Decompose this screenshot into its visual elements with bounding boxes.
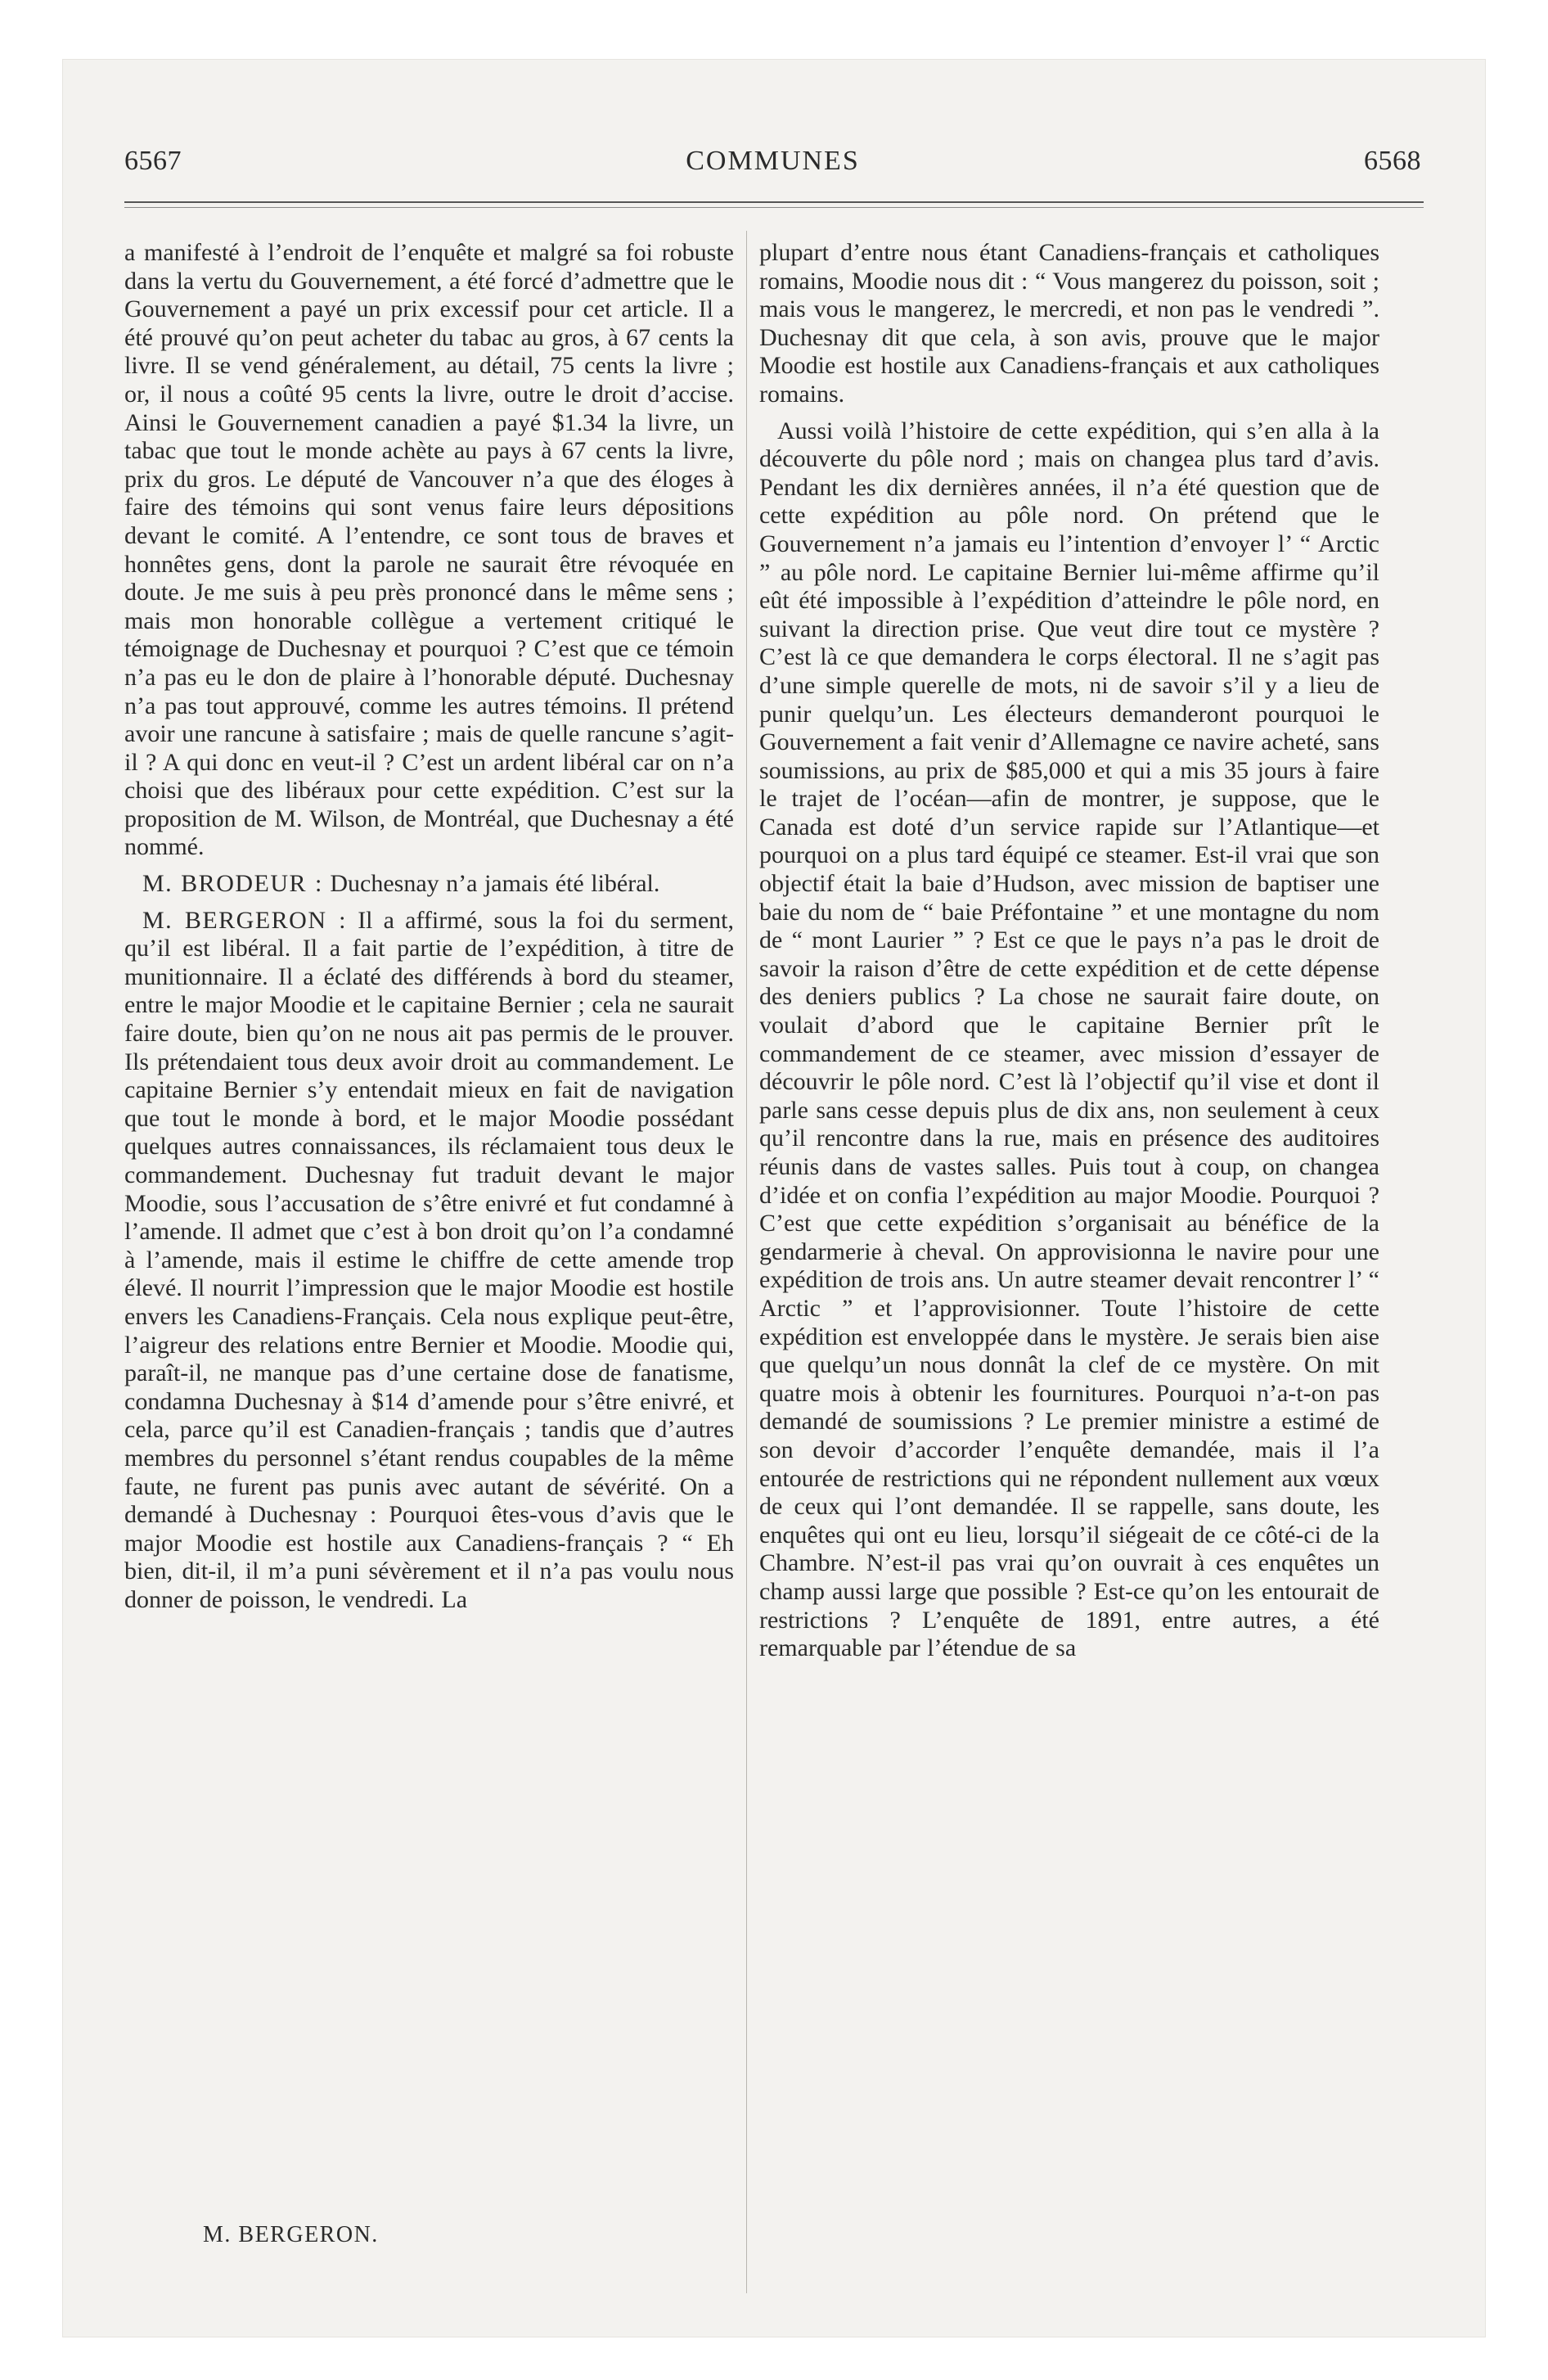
header-rule-thin (124, 207, 1424, 208)
speech-text: Duchesnay n’a jamais été libéral. (330, 870, 660, 898)
left-column (124, 239, 734, 1623)
speaker-name: M. BERGERON : (142, 906, 348, 934)
paragraph: a manifesté à l’endroit de l’enquête et malgré sa foi robuste dans la vertu du Gouvernement, a été forcé d’admettre que le Gouvernement a payé un prix excessif pour cet article. Il a été prouvé qu’on peut acheter du tabac au gros, à 67 cents la livre. Il se vend généralement, au détail, 75 cents la livre ; or, il nous a coûté 95 cents la livre, outre le droit d’accise. Ainsi le Gouvernement canadien a payé $1.34 la livre, un tabac que tout le monde achète au pays à 67 cents la livre, prix du gros. Le député de Vancouver n’a que des éloges à faire des témoins qui sont venus faire leurs dépositions devant le comité. A l’entendre, ce sont tous de braves et honnêtes gens, dont la parole ne saurait être révoquée en doute. Je me suis à peu près prononcé dans le même sens ; mais mon honorable collègue a vertement critiqué le témoignage de Duchesnay et pourquoi ? C’est que ce témoin n’a pas eu le don de plaire à l’honorable député. Duchesnay n’a pas tout approuvé, comme les autres témoins. Il prétend avoir une rancune à satisfaire ; mais de quelle rancune s’agit-il ? A qui donc en veut-il ? C’est un ardent libéral car on n’a choisi que des libéraux pour cette expédition. C’est sur la proposition de M. Wilson, de Montréal, que Duchesnay a été nommé. (124, 239, 734, 861)
page-title: COMMUNES (686, 146, 860, 176)
paragraph: plupart d’entre nous étant Canadiens-français et catholiques romains, Moodie nous dit : “ Vous mangerez du poisson, soit ; mais vous le mangerez, le mercredi, et non pas le vendredi ”. Duchesnay dit que cela, à son avis, prouve que le major Moodie est hostile aux Canadiens-français et aux catholiques romains. (759, 239, 1379, 408)
paragraph: Aussi voilà l’histoire de cette expédition, qui s’en alla à la découverte du pôle nord ; mais on changea plus tard d’avis. Pendant les dix dernières années, il n’a été question que de cette expédition au pôle nord. On prétend que le Gouvernement n’a jamais eu l’intention d’envoyer l’ “ Arctic ” au pôle nord. Le capitaine Bernier lui-même affirme qu’il eût été impossible à l’expédition d’atteindre le pôle nord, en suivant la direction prise. Que veut dire tout ce mystère ? C’est là ce que demandera le corps électoral. Il ne s’agit pas d’une simple querelle de mots, ni de savoir s’il y a lieu de punir quelqu’un. Les électeurs demanderont pourquoi le Gouvernement a fait venir d’Allemagne ce navire acheté, sans soumissions, au prix de $85,000 et qui a mis 35 jours à faire le trajet de l’océan—afin de montrer, je suppose, que le Canada est doté d’un service rapide sur l’Atlantique—et pourquoi on a plus tard équipé ce steamer. Est-il vrai que son objectif était la baie d’Hudson, avec mission de baptiser une baie du nom de “ baie Préfontaine ” et une montagne du nom de “ mont Laurier ” ? Est ce que le pays n’a pas le droit de savoir la raison d’être de cette expédition et de cette dépense des deniers publics ? La chose ne saurait faire doute, on voulait d’abord que le capitaine Bernier prît le commandement de ce steamer, avec mission d’essayer de découvrir le pôle nord. C’est là l’objectif qu’il vise et dont il parle sans cesse depuis plus de dix ans, non seulement à ceux qu’il rencontre dans la rue, mais en présence des auditoires réunis dans de vastes salles. Puis tout à coup, on changea d’idée et on confia l’expédition au major Moodie. Pourquoi ? C’est que cette expédition s’organisait au bénéfice de la gendarmerie à cheval. On approvisionna le navire pour une expédition de trois ans. Un autre steamer devait rencontrer l’ “ Arctic ” et l’approvisionner. Toute l’histoire de cette expédition est enveloppée dans le mystère. Je serais bien aise que quelqu’un nous donnât la clef de ce mystère. On mit quatre mois à obtenir les fournitures. Pourquoi n’a-t-on pas demandé de soumissions ? Le premier ministre a estimé de son devoir d’accorder l’enquête demandée, mais il l’a entourée de restrictions qui ne répondent nullement aux vœux de ceux qui l’ont demandée. Il se rappelle, sans doute, les enquêtes qui ont eu lieu, lorsqu’il siégeait de ce côté-ci de la Chambre. N’est-il pas vrai qu’on ouvrait à ces enquêtes un champ aussi large que possible ? Est-ce qu’on les entourait de restrictions ? L’enquête de 1891, entre autres, a été remarquable par l’étendue de sa (759, 417, 1379, 1662)
footer-speaker: M. BERGERON. (203, 2222, 379, 2247)
paragraph-bergeron (124, 907, 734, 1615)
right-column (759, 239, 1379, 1671)
page-header (124, 139, 1421, 185)
header-rule (124, 201, 1424, 203)
speech-text: Il a affirmé, sous la foi du serment, qu’il est libéral. Il a fait partie de l’expédition, à titre de munitionnaire. Il a éclaté des différends à bord du steamer, entre le major Moodie et le capitaine Bernier ; cela ne saurait faire doute, bien qu’on ne nous ait pas permis de le prouver. Ils prétendaient tous deux avoir droit au commandement. Le capitaine Bernier s’y entendait mieux en fait de navigation que tout le monde à bord, et le major Moodie possédant quelques autres connaissances, ils réclamaient tous deux le commandement. Duchesnay fut traduit devant le major Moodie, sous l’accusation de s’être enivré et fut condamné à l’amende. Il admet que c’est à bon droit qu’on l’a condamné à l’amende, mais il estime le chiffre de cette amende trop élevé. Il nourrit l’impression que le major Moodie est hostile envers les Canadiens-Français. Cela nous explique peut-être, l’aigreur des relations entre Bernier et Moodie. Moodie qui, paraît-il, ne manque pas d’une certaine dose de fanatisme, condamna Duchesnay à $14 d’amende pour s’être enivré, et cela, parce qu’il est Canadien-français ; tandis que d’autres membres du personnel s’étant rendus coupables de la même faute, ne furent pas punis avec autant de sévérité. On a demandé à Duchesnay : Pourquoi êtes-vous d’avis que le major Moodie est hostile aux Canadiens-français ? “ Eh bien, dit-il, il m’a puni sévèrement et il n’a pas voulu nous donner de poisson, le vendredi. La (124, 906, 734, 1613)
speaker-name: M. BRODEUR : (142, 870, 323, 898)
paragraph-brodeur (124, 870, 734, 899)
page-number-right: 6568 (1364, 146, 1421, 176)
page-number-left: 6567 (124, 146, 182, 176)
column-divider (746, 231, 747, 2293)
